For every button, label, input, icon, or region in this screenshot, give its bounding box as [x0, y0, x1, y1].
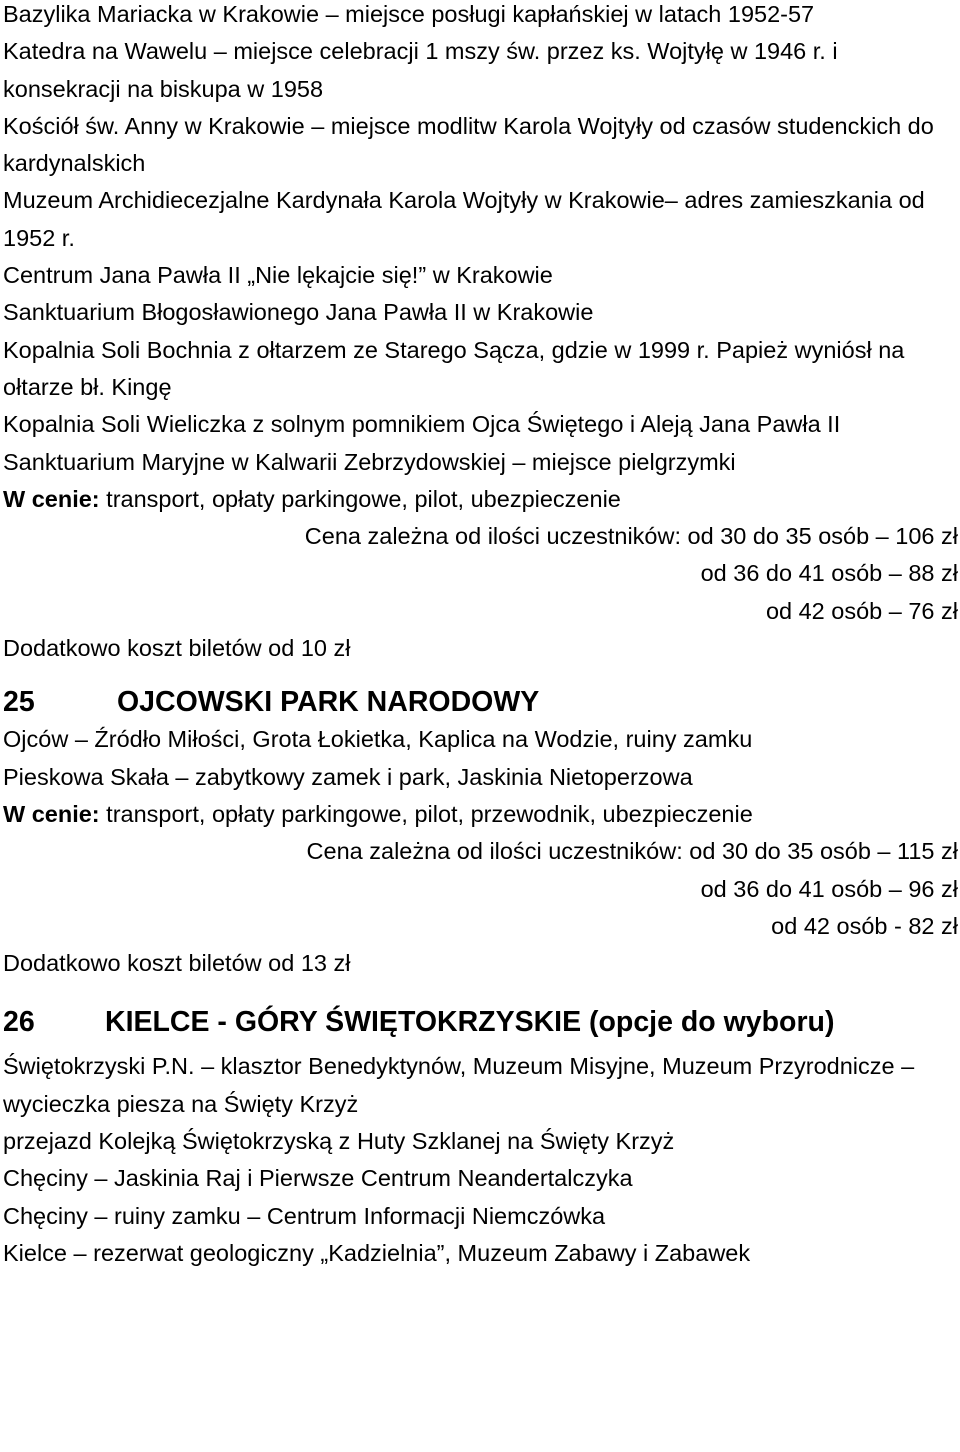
price-line-3: od 42 osób - 82 zł — [771, 912, 958, 939]
price-line-2: od 36 do 41 osób – 96 zł — [700, 875, 958, 902]
price-line-1: Cena zależna od ilości uczestników: od 30 do 35 osób – 115 zł — [306, 838, 958, 865]
intro-line-3: Kościół św. Anny w Krakowie – miejsce modlitw Karola Wojtyły od czasów studenckich do kardynalskich — [3, 112, 934, 177]
price-line-1: Cena zależna od ilości uczestników: od 30 do 35 osób – 106 zł — [304, 523, 958, 550]
section25-line-1: Ojców – Źródło Miłości, Grota Łokietka, Kaplica na Wodzie, ruiny zamku — [3, 726, 753, 753]
intro-line-5: Centrum Jana Pawła II „Nie lękajcie się!” w Krakowie — [3, 262, 553, 289]
section26-line-5: Kielce – rezerwat geologiczny „Kadzielnia”, Muzeum Zabawy i Zabawek — [3, 1239, 751, 1266]
included-in-price — [0, 481, 955, 518]
intro-line-6: Sanktuarium Błogosławionego Jana Pawła II w Krakowie — [3, 299, 594, 326]
price-line-2: od 36 do 41 osób – 88 zł — [700, 560, 958, 587]
section-title: KIELCE - GÓRY ŚWIĘTOKRZYSKIE (opcje do wyboru) — [105, 1006, 835, 1039]
intro-line-7: Kopalnia Soli Bochnia z ołtarzem ze Starego Sącza, gdzie w 1999 r. Papież wyniósł na ołtarze bł. Kingę — [3, 336, 905, 400]
section-heading-25 — [0, 683, 960, 721]
section-number: 26 — [3, 1006, 35, 1039]
included-in-price — [0, 796, 955, 833]
included-label: W cenie: — [3, 800, 100, 827]
section26-line-4: Chęciny – ruiny zamku – Centrum Informacji Niemczówka — [3, 1202, 606, 1229]
section-title: OJCOWSKI PARK NARODOWY — [117, 686, 540, 719]
intro-line-9: Sanktuarium Maryjne w Kalwarii Zebrzydowskiej – miejsce pielgrzymki — [3, 448, 736, 475]
included-text: transport, opłaty parkingowe, pilot, ubezpieczenie — [99, 485, 621, 512]
section26-line-2: przejazd Kolejką Świętokrzyską z Huty Szklanej na Święty Krzyż — [3, 1128, 675, 1155]
included-label: W cenie: — [3, 485, 100, 512]
intro-line-4: Muzeum Archidiecezjalne Kardynała Karola Wojtyły w Krakowie– adres zamieszkania od 1952 r. — [3, 187, 925, 251]
intro-line-1: Bazylika Mariacka w Krakowie – miejsce posługi kapłańskiej w latach 1952-57 — [3, 1, 815, 27]
section25-line-2: Pieskowa Skała – zabytkowy zamek i park, Jaskinia Nietoperzowa — [3, 763, 693, 790]
intro-line-8: Kopalnia Soli Wieliczka z solnym pomnikiem Ojca Świętego i Aleją Jana Pawła II — [3, 411, 841, 438]
included-text: transport, opłaty parkingowe, pilot, przewodnik, ubezpieczenie — [99, 800, 753, 827]
price-line-3: od 42 osób – 76 zł — [765, 597, 958, 624]
section26-line-1: Świętokrzyski P.N. – klasztor Benedyktynów, Muzeum Misyjne, Muzeum Przyrodnicze – wycieczka piesza na Święty Krzyż — [3, 1053, 915, 1117]
extra-cost: Dodatkowo koszt biletów od 10 zł — [3, 635, 351, 662]
section26-line-3: Chęciny – Jaskinia Raj i Pierwsze Centrum Neandertalczyka — [3, 1165, 633, 1192]
intro-line-2: Katedra na Wawelu – miejsce celebracji 1 mszy św. przez ks. Wojtyłę w 1946 r. i konsekracji na biskupa w 1958 — [3, 38, 838, 102]
extra-cost: Dodatkowo koszt biletów od 13 zł — [3, 950, 351, 977]
section-number: 25 — [3, 686, 35, 719]
section-heading-26 — [0, 1000, 960, 1045]
